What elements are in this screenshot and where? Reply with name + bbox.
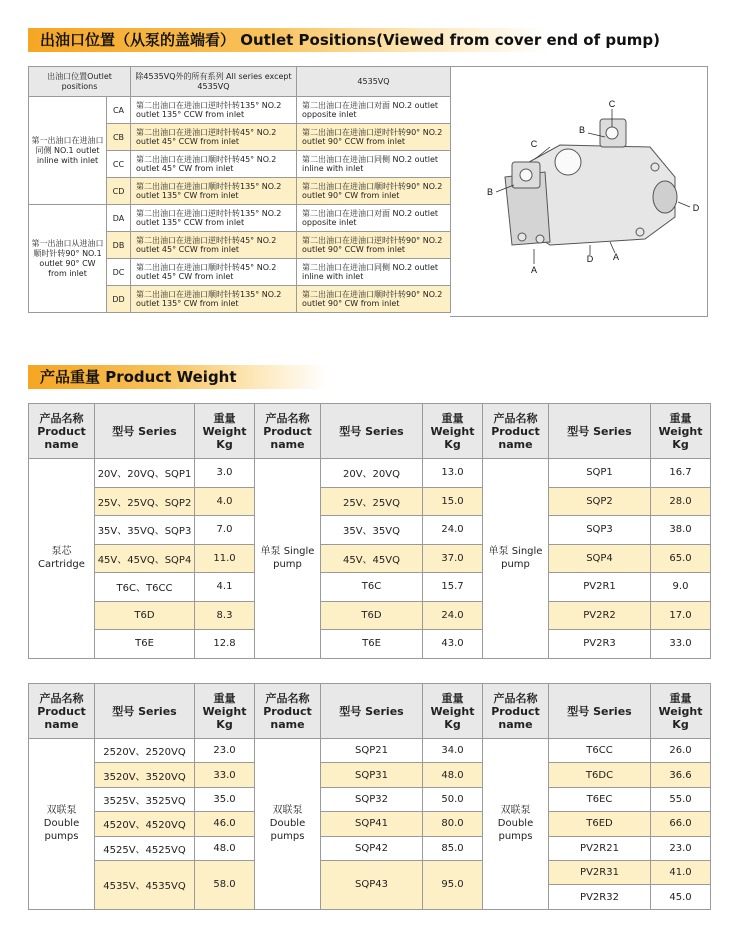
header-weight: 重量 Weight Kg bbox=[651, 684, 711, 739]
series-cell: PV2R31 bbox=[549, 860, 651, 884]
series-cell: SQP32 bbox=[321, 787, 423, 811]
outlet-code: DA bbox=[107, 205, 131, 232]
weight-cell: 48.0 bbox=[195, 836, 255, 860]
series-cell: T6D bbox=[95, 601, 195, 630]
outlet-4535vq-desc: 第二出油口在进油口逆时针转90° NO.2 outlet 90° CCW from inlet bbox=[297, 124, 451, 151]
series-cell: 4520V、4520VQ bbox=[95, 812, 195, 836]
header-product-name: 产品名称 Product name bbox=[29, 404, 95, 459]
product-single-pump: 单泵 Single pump bbox=[255, 459, 321, 659]
header-product-name: 产品名称 Product name bbox=[255, 684, 321, 739]
series-cell: T6C bbox=[321, 573, 423, 602]
weight-cell: 37.0 bbox=[423, 544, 483, 573]
pump-shaft-end bbox=[653, 181, 677, 213]
weight-cell: 11.0 bbox=[195, 544, 255, 573]
pump-bolt-2 bbox=[536, 235, 544, 243]
header-product-name: 产品名称 Product name bbox=[483, 684, 549, 739]
series-cell: T6DC bbox=[549, 763, 651, 787]
diagram-label-a-left: A bbox=[530, 265, 538, 275]
pump-bolt-1 bbox=[518, 233, 526, 241]
series-cell: T6C、T6CC bbox=[95, 573, 195, 602]
outlet-header-positions: 出油口位置Outlet positions bbox=[29, 67, 131, 97]
outlet-4535vq-desc: 第二出油口在进油口同侧 NO.2 outlet inline with inlet bbox=[297, 259, 451, 286]
outlet-code: CB bbox=[107, 124, 131, 151]
weight-cell: 24.0 bbox=[423, 516, 483, 545]
weight-section-title: 产品重量 Product Weight bbox=[28, 365, 328, 389]
series-cell: PV2R2 bbox=[549, 601, 651, 630]
outlet-all-series-desc: 第二出油口在进油口逆时针转135° NO.2 outlet 135° CCW from inlet bbox=[131, 97, 297, 124]
pump-side-port-hole bbox=[520, 169, 532, 181]
series-cell: 3520V、3520VQ bbox=[95, 763, 195, 787]
series-cell: 20V、20VQ bbox=[321, 459, 423, 488]
weight-cell: 4.0 bbox=[195, 487, 255, 516]
weight-row bbox=[29, 573, 711, 602]
pump-inlet-port bbox=[555, 149, 581, 175]
outlet-all-series-desc: 第二出油口在进油口顺时针转45° NO.2 outlet 45° CW from inlet bbox=[131, 259, 297, 286]
outlet-all-series-desc: 第二出油口在进油口顺时针转135° NO.2 outlet 135° CW from inlet bbox=[131, 286, 297, 313]
series-cell: PV2R1 bbox=[549, 573, 651, 602]
weight-row bbox=[29, 860, 711, 884]
weight-row bbox=[29, 630, 711, 659]
weight-cell: 23.0 bbox=[195, 739, 255, 763]
header-series: 型号 Series bbox=[549, 404, 651, 459]
weight-cell: 24.0 bbox=[423, 601, 483, 630]
diagram-label-c-left: C bbox=[530, 139, 538, 149]
product-single-pump: 单泵 Single pump bbox=[483, 459, 549, 659]
outlet-code: CD bbox=[107, 178, 131, 205]
outlet-row bbox=[29, 205, 451, 232]
weight-cell: 7.0 bbox=[195, 516, 255, 545]
series-cell: 20V、20VQ、SQP1 bbox=[95, 459, 195, 488]
product-cartridge: 泵芯 Cartridge bbox=[29, 459, 95, 659]
pump-bolt-4 bbox=[651, 163, 659, 171]
outlet-header-4535vq: 4535VQ bbox=[297, 67, 451, 97]
weight-cell: 26.0 bbox=[651, 739, 711, 763]
weight-row bbox=[29, 812, 711, 836]
weight-cell: 15.0 bbox=[423, 487, 483, 516]
outlet-code: CC bbox=[107, 151, 131, 178]
series-cell: PV2R3 bbox=[549, 630, 651, 659]
header-series: 型号 Series bbox=[321, 404, 423, 459]
weight-row bbox=[29, 763, 711, 787]
series-cell: SQP31 bbox=[321, 763, 423, 787]
weight-cell: 36.6 bbox=[651, 763, 711, 787]
series-cell: 35V、35VQ、SQP3 bbox=[95, 516, 195, 545]
series-cell: SQP4 bbox=[549, 544, 651, 573]
header-weight: 重量 Weight Kg bbox=[651, 404, 711, 459]
header-product-name: 产品名称 Product name bbox=[255, 404, 321, 459]
weight-cell: 85.0 bbox=[423, 836, 483, 860]
series-cell: 25V、25VQ bbox=[321, 487, 423, 516]
outlet-4535vq-desc: 第二出油口在进油口逆时针转90° NO.2 outlet 90° CCW from inlet bbox=[297, 232, 451, 259]
header-weight: 重量 Weight Kg bbox=[195, 684, 255, 739]
series-cell: SQP21 bbox=[321, 739, 423, 763]
weight-row bbox=[29, 516, 711, 545]
header-product-name: 产品名称 Product name bbox=[29, 684, 95, 739]
outlet-code: CA bbox=[107, 97, 131, 124]
outlet-4535vq-desc: 第二出油口在进油口对面 NO.2 outlet opposite inlet bbox=[297, 97, 451, 124]
series-cell: SQP2 bbox=[549, 487, 651, 516]
header-series: 型号 Series bbox=[95, 684, 195, 739]
outlet-section-title: 出油口位置（从泵的盖端看） Outlet Positions(Viewed from cover end of pump) bbox=[28, 28, 548, 52]
header-weight: 重量 Weight Kg bbox=[423, 404, 483, 459]
series-cell: PV2R32 bbox=[549, 885, 651, 909]
product-double-pumps: 双联泵 Double pumps bbox=[255, 739, 321, 910]
outlet-table-header bbox=[29, 67, 451, 97]
outlet-code: DB bbox=[107, 232, 131, 259]
diagram-label-c-top: C bbox=[608, 99, 616, 109]
weight-cell: 8.3 bbox=[195, 601, 255, 630]
weight-row bbox=[29, 601, 711, 630]
weight-table-single bbox=[28, 403, 711, 659]
weight-cell: 33.0 bbox=[195, 763, 255, 787]
diagram-label-a-bottom: A bbox=[612, 252, 620, 262]
outlet-all-series-desc: 第二出油口在进油口逆时针转45° NO.2 outlet 45° CCW from inlet bbox=[131, 124, 297, 151]
outlet-code: DC bbox=[107, 259, 131, 286]
weight-table-1-header bbox=[29, 404, 711, 459]
weight-cell: 55.0 bbox=[651, 787, 711, 811]
weight-cell: 50.0 bbox=[423, 787, 483, 811]
series-cell: 45V、45VQ bbox=[321, 544, 423, 573]
header-series: 型号 Series bbox=[95, 404, 195, 459]
outlet-4535vq-desc: 第二出油口在进油口顺时针转90° NO.2 outlet 90° CW from inlet bbox=[297, 286, 451, 313]
series-cell: 35V、35VQ bbox=[321, 516, 423, 545]
series-cell: 4525V、4525VQ bbox=[95, 836, 195, 860]
outlet-row bbox=[29, 97, 451, 124]
series-cell: 3525V、3525VQ bbox=[95, 787, 195, 811]
series-cell: SQP1 bbox=[549, 459, 651, 488]
diagram-label-b-top: B bbox=[578, 125, 586, 135]
outlet-all-series-desc: 第二出油口在进油口逆时针转135° NO.2 outlet 135° CCW from inlet bbox=[131, 205, 297, 232]
weight-cell: 45.0 bbox=[651, 885, 711, 909]
weight-cell: 34.0 bbox=[423, 739, 483, 763]
weight-cell: 4.1 bbox=[195, 573, 255, 602]
diagram-label-d-bottom: D bbox=[586, 254, 594, 264]
product-double-pumps: 双联泵 Double pumps bbox=[29, 739, 95, 910]
weight-cell: 17.0 bbox=[651, 601, 711, 630]
weight-cell: 28.0 bbox=[651, 487, 711, 516]
weight-cell: 3.0 bbox=[195, 459, 255, 488]
weight-cell: 16.7 bbox=[651, 459, 711, 488]
series-cell: T6E bbox=[321, 630, 423, 659]
diagram-label-d-right: D bbox=[692, 203, 700, 213]
weight-cell: 13.0 bbox=[423, 459, 483, 488]
series-cell: PV2R21 bbox=[549, 836, 651, 860]
weight-cell: 9.0 bbox=[651, 573, 711, 602]
weight-cell: 38.0 bbox=[651, 516, 711, 545]
weight-cell: 43.0 bbox=[423, 630, 483, 659]
outlet-all-series-desc: 第二出油口在进油口顺时针转45° NO.2 outlet 45° CW from inlet bbox=[131, 151, 297, 178]
weight-cell: 95.0 bbox=[423, 860, 483, 909]
series-cell: 2520V、2520VQ bbox=[95, 739, 195, 763]
series-cell: T6EC bbox=[549, 787, 651, 811]
weight-table-2-header bbox=[29, 684, 711, 739]
header-weight: 重量 Weight Kg bbox=[195, 404, 255, 459]
pump-bolt-3 bbox=[636, 228, 644, 236]
series-cell: 45V、45VQ、SQP4 bbox=[95, 544, 195, 573]
series-cell: T6ED bbox=[549, 812, 651, 836]
series-cell: SQP43 bbox=[321, 860, 423, 909]
weight-cell: 23.0 bbox=[651, 836, 711, 860]
outlet-4535vq-desc: 第二出油口在进油口对面 NO.2 outlet opposite inlet bbox=[297, 205, 451, 232]
weight-cell: 66.0 bbox=[651, 812, 711, 836]
series-cell: SQP42 bbox=[321, 836, 423, 860]
outlet-all-series-desc: 第二出油口在进油口逆时针转45° NO.2 outlet 45° CCW from inlet bbox=[131, 232, 297, 259]
outlet-4535vq-desc: 第二出油口在进油口同侧 NO.2 outlet inline with inlet bbox=[297, 151, 451, 178]
pump-outlet-diagram bbox=[450, 67, 708, 318]
outlet-all-series-desc: 第二出油口在进油口顺时针转135° NO.2 outlet 135° CW from inlet bbox=[131, 178, 297, 205]
outlet-positions-table bbox=[28, 66, 451, 313]
header-series: 型号 Series bbox=[549, 684, 651, 739]
diagram-label-b-left: B bbox=[486, 187, 494, 197]
outlet-code: DD bbox=[107, 286, 131, 313]
outlet-group-label: 第一出油口在进油口同侧 NO.1 outlet inline with inlet bbox=[29, 97, 107, 205]
series-cell: SQP41 bbox=[321, 812, 423, 836]
outlet-4535vq-desc: 第二出油口在进油口顺时针转90° NO.2 outlet 90° CW from inlet bbox=[297, 178, 451, 205]
weight-row bbox=[29, 787, 711, 811]
weight-cell: 58.0 bbox=[195, 860, 255, 909]
header-series: 型号 Series bbox=[321, 684, 423, 739]
weight-cell: 33.0 bbox=[651, 630, 711, 659]
weight-cell: 46.0 bbox=[195, 812, 255, 836]
pump-outlet-port bbox=[606, 127, 618, 139]
series-cell: T6D bbox=[321, 601, 423, 630]
weight-row bbox=[29, 544, 711, 573]
series-cell: 4535V、4535VQ bbox=[95, 860, 195, 909]
series-cell: SQP3 bbox=[549, 516, 651, 545]
weight-cell: 35.0 bbox=[195, 787, 255, 811]
weight-cell: 48.0 bbox=[423, 763, 483, 787]
series-cell: 25V、25VQ、SQP2 bbox=[95, 487, 195, 516]
weight-table-double bbox=[28, 683, 711, 910]
weight-row bbox=[29, 459, 711, 488]
weight-row bbox=[29, 487, 711, 516]
weight-cell: 12.8 bbox=[195, 630, 255, 659]
header-weight: 重量 Weight Kg bbox=[423, 684, 483, 739]
outlet-group-label: 第一出油口从进油口顺时针转90° NO.1 outlet 90° CW from inlet bbox=[29, 205, 107, 313]
weight-row bbox=[29, 836, 711, 860]
weight-row bbox=[29, 739, 711, 763]
header-product-name: 产品名称 Product name bbox=[483, 404, 549, 459]
weight-cell: 15.7 bbox=[423, 573, 483, 602]
outlet-header-all-series: 除4535VQ外的所有系列 All series except 4535VQ bbox=[131, 67, 297, 97]
pump-diagram bbox=[450, 66, 708, 317]
weight-cell: 65.0 bbox=[651, 544, 711, 573]
product-double-pumps: 双联泵 Double pumps bbox=[483, 739, 549, 910]
series-cell: T6E bbox=[95, 630, 195, 659]
weight-cell: 41.0 bbox=[651, 860, 711, 884]
series-cell: T6CC bbox=[549, 739, 651, 763]
weight-cell: 80.0 bbox=[423, 812, 483, 836]
